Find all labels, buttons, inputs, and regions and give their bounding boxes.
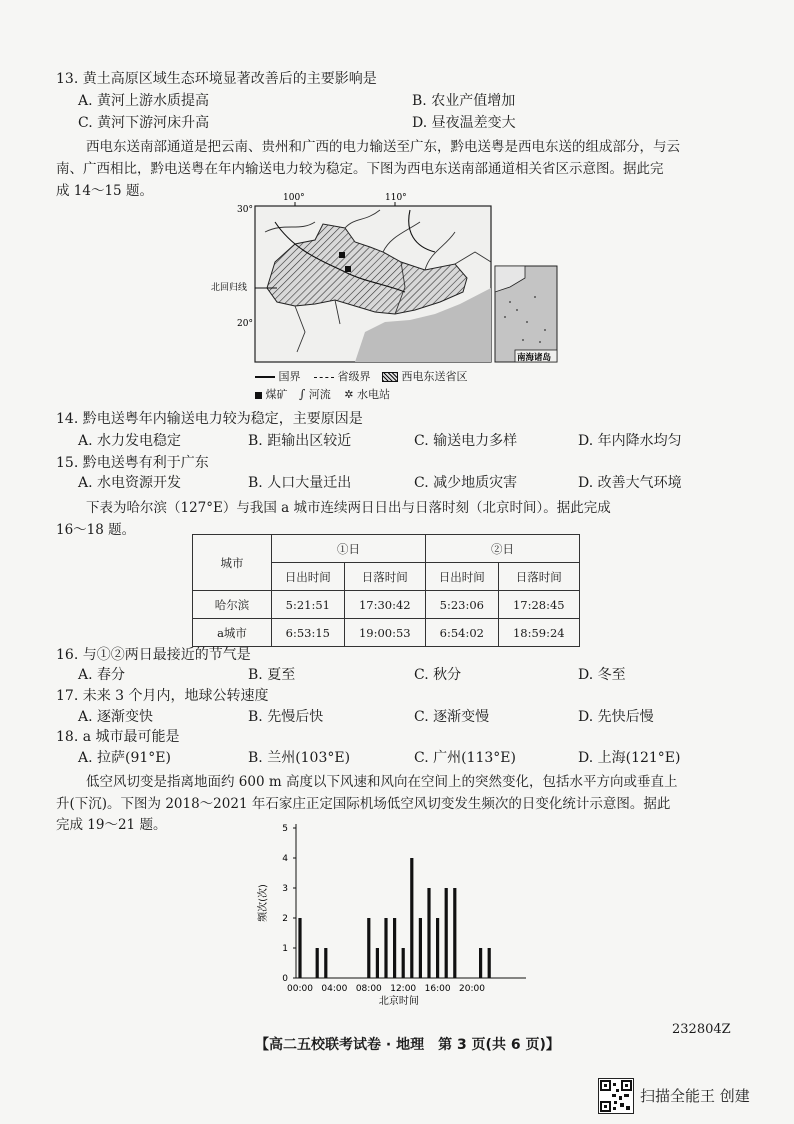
bar (445, 888, 448, 978)
table-header-day2: ②日 (425, 535, 579, 563)
y-tick-label: 4 (282, 854, 288, 864)
lon-110-label: 110° (385, 193, 407, 203)
q18-option-b: B. 兰州(103°E) (248, 750, 351, 766)
bar (376, 948, 379, 978)
bar (367, 918, 370, 978)
map-legend-row1 (255, 368, 468, 384)
bar (427, 888, 430, 978)
bar (324, 948, 327, 978)
q16-stem: 16. 与①②两日最接近的节气是 (56, 647, 251, 663)
q15-option-d: D. 改善大气环境 (578, 475, 682, 491)
x-tick-label: 16:00 (424, 984, 451, 994)
legend-border: 国界 (278, 370, 301, 383)
table-row (193, 591, 580, 619)
bar (402, 948, 405, 978)
province-line-icon (314, 377, 334, 378)
legend-river: 河流 (308, 388, 331, 401)
q15-stem: 15. 黔电送粤有利于广东 (56, 455, 209, 471)
q17-option-d: D. 先快后慢 (578, 709, 654, 725)
legend-region: 西电东送省区 (401, 370, 468, 383)
map-legend-row2 (255, 386, 390, 402)
river-icon: ∫ (299, 387, 306, 401)
wind-shear-chart (250, 818, 540, 1016)
table-subheader-sunrise: 日出时间 (425, 563, 498, 591)
q17-stem: 17. 未来 3 个月内，地球公转速度 (56, 688, 269, 704)
legend-hydro: 水电站 (356, 388, 390, 401)
lat-30-label: 30° (237, 205, 253, 215)
hydro-station-icon: ✲ (344, 388, 354, 401)
inset-label: 南海诸岛 (517, 353, 552, 363)
bar (436, 918, 439, 978)
intro14-line2: 南、广西相比，黔电送粤在年内输送电力较为稳定。下图为西电东送南部通道相关省区示意图。据此完 (56, 161, 664, 177)
q14-option-a: A. 水力发电稳定 (78, 433, 182, 449)
q13-stem: 13. 黄土高原区域生态环境显著改善后的主要影响是 (56, 71, 377, 87)
legend-coal: 煤矿 (265, 388, 288, 401)
q18-option-c: C. 广州(113°E) (414, 750, 516, 766)
tropic-label: 北回归线 (211, 283, 248, 293)
border-line-icon (255, 376, 275, 378)
table-cell: 17:30:42 (344, 591, 425, 619)
bar (316, 948, 319, 978)
bar (479, 948, 482, 978)
q17-option-b: B. 先慢后快 (248, 709, 324, 725)
lon-100-label: 100° (283, 193, 305, 203)
q17-option-c: C. 逐渐变慢 (414, 709, 490, 725)
q15-option-a: A. 水电资源开发 (78, 475, 182, 491)
q18-stem: 18. a 城市最可能是 (56, 729, 180, 745)
bar (298, 918, 301, 978)
qr-code-icon (598, 1078, 634, 1114)
sunrise-sunset-table (192, 534, 580, 647)
q16-option-d: D. 冬至 (578, 667, 626, 683)
coal-mine-icon (255, 392, 262, 399)
table-cell-city: a城市 (193, 619, 272, 647)
x-tick-label: 12:00 (390, 984, 417, 994)
y-tick-label: 1 (282, 944, 288, 954)
intro19-line3: 完成 19～21 题。 (56, 817, 167, 833)
table-cell: 17:28:45 (498, 591, 579, 619)
table-subheader-sunrise: 日出时间 (272, 563, 345, 591)
q16-option-a: A. 春分 (78, 667, 126, 683)
x-tick-label: 00:00 (287, 984, 313, 994)
q13-option-c: C. 黄河下游河床升高 (78, 115, 210, 131)
q18-option-a: A. 拉萨(91°E) (78, 750, 171, 766)
intro14-line1: 西电东送南部通道是把云南、贵州和广西的电力输送至广东，黔电送粤是西电东送的组成部分，与云 (86, 139, 680, 155)
x-tick-label: 08:00 (355, 984, 382, 994)
bar (419, 918, 422, 978)
x-tick-label: 04:00 (321, 984, 348, 994)
q17-option-a: A. 逐渐变快 (78, 709, 154, 725)
table-subheader-sunset: 日落时间 (498, 563, 579, 591)
q13-option-d: D. 昼夜温差变大 (412, 115, 516, 131)
table-header-city: 城市 (193, 535, 272, 591)
bar (453, 888, 456, 978)
y-tick-label: 3 (282, 884, 288, 894)
legend-province: 省级界 (337, 370, 371, 383)
table-cell: 19:00:53 (344, 619, 425, 647)
hatch-region-icon (382, 372, 398, 382)
y-axis-label: 频次(次) (258, 884, 269, 922)
x-tick-label: 20:00 (459, 984, 485, 994)
q14-stem: 14. 黔电送粤年内输送电力较为稳定，主要原因是 (56, 411, 363, 427)
table-header-day1: ①日 (272, 535, 426, 563)
q14-option-d: D. 年内降水均匀 (578, 433, 682, 449)
q15-option-c: C. 减少地质灾害 (414, 475, 518, 491)
y-tick-label: 5 (282, 824, 288, 834)
table-cell: 6:53:15 (272, 619, 345, 647)
q14-option-b: B. 距输出区较近 (248, 433, 352, 449)
scanner-watermark: 扫描全能王 创建 (640, 1087, 750, 1105)
table-cell: 5:21:51 (272, 591, 345, 619)
bar (393, 918, 396, 978)
table-cell: 5:23:06 (425, 591, 498, 619)
q14-option-c: C. 输送电力多样 (414, 433, 518, 449)
x-axis-label: 北京时间 (378, 996, 419, 1007)
q15-option-b: B. 人口大量迁出 (248, 475, 352, 491)
q16-option-c: C. 秋分 (414, 667, 462, 683)
bar (410, 858, 413, 978)
lat-20-label: 20° (237, 319, 253, 329)
q13-option-b: B. 农业产值增加 (412, 93, 516, 109)
table-cell: 18:59:24 (498, 619, 579, 647)
intro14-line3: 成 14～15 题。 (56, 183, 153, 199)
exam-code: 232804Z (672, 1022, 731, 1037)
q18-option-d: D. 上海(121°E) (578, 750, 681, 766)
q16-option-b: B. 夏至 (248, 667, 296, 683)
bar (384, 918, 387, 978)
page-footer-title: 【高二五校联考试卷 · 地理 第 3 页(共 6 页)】 (255, 1037, 560, 1053)
table-cell-city: 哈尔滨 (193, 591, 272, 619)
intro16-line1: 下表为哈尔滨（127°E）与我国 a 城市连续两日日出与日落时刻（北京时间）。据此完成 (86, 500, 611, 516)
y-tick-label: 0 (282, 974, 288, 984)
table-subheader-sunset: 日落时间 (344, 563, 425, 591)
q13-option-a: A. 黄河上游水质提高 (78, 93, 210, 109)
y-tick-label: 2 (282, 914, 288, 924)
table-row (193, 619, 580, 647)
table-cell: 6:54:02 (425, 619, 498, 647)
intro19-line2: 升(下沉)。下图为 2018～2021 年石家庄正定国际机场低空风切变发生频次的日变化统计示意图。据此 (56, 796, 671, 812)
intro16-line2: 16～18 题。 (56, 522, 136, 538)
bar (488, 948, 491, 978)
intro19-line1: 低空风切变是指离地面约 600 m 高度以下风速和风向在空间上的突然变化，包括水平方向或垂直上 (86, 774, 678, 790)
